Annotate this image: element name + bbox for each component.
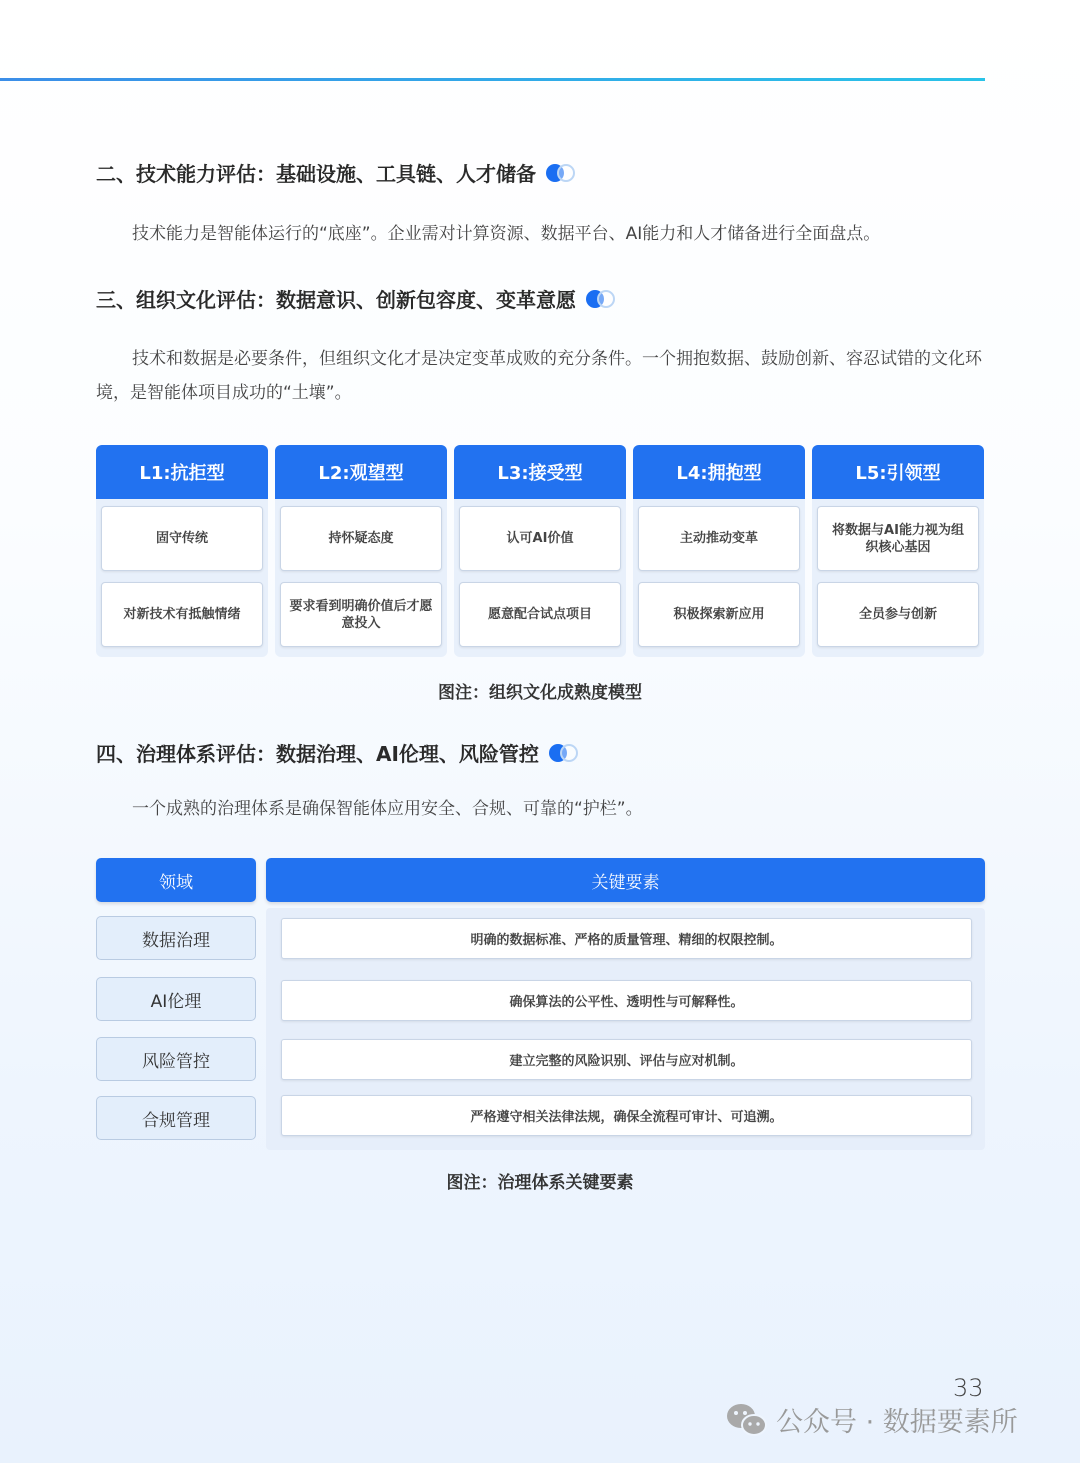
figure-caption-governance: 图注：治理体系关键要素 <box>446 1173 634 1193</box>
toggle-icon <box>546 164 576 182</box>
level-trait: 要求看到明确价值后才愿意投入 <box>280 582 442 647</box>
paragraph-governance: 一个成熟的治理体系是确保智能体应用安全、合规、可靠的“护栏”。 <box>132 799 643 819</box>
page-number: 33 <box>953 1374 984 1402</box>
watermark: 公众号 · 数据要素所 <box>726 1400 1018 1439</box>
figure-caption-maturity: 图注：组织文化成熟度模型 <box>438 683 642 703</box>
level-trait: 对新技术有抵触情绪 <box>101 582 263 647</box>
level-trait: 积极探索新应用 <box>638 582 800 647</box>
level-title: L1:抗拒型 <box>96 445 268 499</box>
element-cell: 建立完整的风险识别、评估与应对机制。 <box>281 1039 972 1080</box>
toggle-icon <box>549 744 579 762</box>
domain-cell: 数据治理 <box>96 916 256 960</box>
maturity-level <box>275 445 447 657</box>
table-header-elements: 关键要素 <box>266 858 985 902</box>
domain-cell: AI伦理 <box>96 977 256 1021</box>
table-header-domain: 领域 <box>96 858 256 902</box>
element-cell: 明确的数据标准、严格的质量管理、精细的权限控制。 <box>281 918 972 959</box>
maturity-level <box>96 445 268 657</box>
wechat-icon <box>726 1402 768 1438</box>
maturity-level <box>454 445 626 657</box>
level-trait: 全员参与创新 <box>817 582 979 647</box>
level-trait: 认可AI价值 <box>459 506 621 571</box>
maturity-level <box>812 445 984 657</box>
level-title: L3:接受型 <box>454 445 626 499</box>
section-heading-culture: 三、组织文化评估：数据意识、创新包容度、变革意愿 <box>96 284 616 313</box>
level-trait: 主动推动变革 <box>638 506 800 571</box>
level-title: L2:观望型 <box>275 445 447 499</box>
element-cell: 确保算法的公平性、透明性与可解释性。 <box>281 980 972 1021</box>
element-cell: 严格遵守相关法律法规，确保全流程可审计、可追溯。 <box>281 1095 972 1136</box>
level-trait: 愿意配合试点项目 <box>459 582 621 647</box>
domain-cell: 合规管理 <box>96 1096 256 1140</box>
level-trait: 持怀疑态度 <box>280 506 442 571</box>
toggle-icon <box>586 290 616 308</box>
domain-cell: 风险管控 <box>96 1037 256 1081</box>
level-trait: 将数据与AI能力视为组织核心基因 <box>817 506 979 571</box>
paragraph-tech: 技术能力是智能体运行的“底座”。企业需对计算资源、数据平台、AI能力和人才储备进行全面盘点。 <box>132 224 881 244</box>
level-title: L5:引领型 <box>812 445 984 499</box>
section-heading-tech: 二、技术能力评估：基础设施、工具链、人才储备 <box>96 158 576 187</box>
level-title: L4:拥抱型 <box>633 445 805 499</box>
section-heading-governance: 四、治理体系评估：数据治理、AI伦理、风险管控 <box>96 738 579 767</box>
paragraph-culture: 技术和数据是必要条件，但组织文化才是决定变革成败的充分条件。一个拥抱数据、鼓励创新、容忍试错的文化环境，是智能体项目成功的“土壤”。 <box>96 349 982 403</box>
maturity-level <box>633 445 805 657</box>
header-rule <box>0 78 985 81</box>
level-trait: 固守传统 <box>101 506 263 571</box>
